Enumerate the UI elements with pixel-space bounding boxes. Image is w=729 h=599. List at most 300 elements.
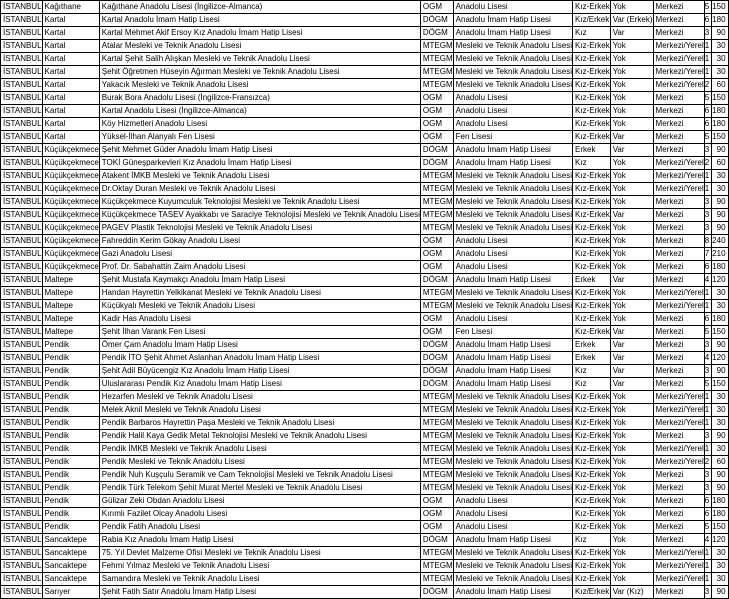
cell-directorate: OGM <box>420 313 453 326</box>
cell-gender: Kız-Erkek <box>573 326 611 339</box>
cell-directorate: DÖGM <box>420 27 453 40</box>
cell-placement: Merkezi <box>653 118 704 131</box>
cell-dormitory: Yok <box>610 92 653 105</box>
cell-dormitory: Yok <box>610 118 653 131</box>
cell-district: Sancaktepe <box>42 534 99 547</box>
cell-province: İSTANBUL <box>1 79 43 92</box>
cell-dormitory: Var <box>610 365 653 378</box>
cell-class-count: 1 <box>704 391 711 404</box>
table-row <box>1 573 729 586</box>
cell-district: Küçükçekmece <box>42 261 99 274</box>
cell-province: İSTANBUL <box>1 469 43 482</box>
cell-dormitory: Yok <box>610 469 653 482</box>
cell-school-type: Mesleki ve Teknik Anadolu Lisesi <box>453 391 572 404</box>
cell-school-name: Şehit Mehmet Güder Anadolu İmam Hatip Lisesi <box>99 144 420 157</box>
cell-school-type: Anadolu Lisesi <box>453 1 572 14</box>
cell-province: İSTANBUL <box>1 131 43 144</box>
cell-quota: 150 <box>712 131 728 144</box>
cell-district: Kartal <box>42 40 99 53</box>
cell-province: İSTANBUL <box>1 417 43 430</box>
cell-school-name: Pendik Türk Telekom Şehit Murat Mertel Mesleki ve Teknik Anadolu Lisesi <box>99 482 420 495</box>
table-row <box>1 27 729 40</box>
cell-placement: Merkezi/Yerel <box>653 170 704 183</box>
cell-directorate: OGM <box>420 92 453 105</box>
cell-school-name: Pendik Barbaros Hayrettin Paşa Mesleki ve Teknik Anadolu Lisesi <box>99 417 420 430</box>
cell-school-type: Anadolu Lisesi <box>453 495 572 508</box>
cell-district: Küçükçekmece <box>42 209 99 222</box>
cell-directorate: MTEGM <box>420 547 453 560</box>
cell-class-count: 1 <box>704 170 711 183</box>
cell-district: Pendik <box>42 404 99 417</box>
cell-district: Kartal <box>42 53 99 66</box>
cell-quota: 180 <box>712 14 728 27</box>
table-row <box>1 105 729 118</box>
cell-quota: 30 <box>712 417 728 430</box>
cell-gender: Kız-Erkek <box>573 92 611 105</box>
cell-dormitory: Yok <box>610 222 653 235</box>
cell-placement: Merkezi/Yerel <box>653 79 704 92</box>
table-row <box>1 66 729 79</box>
cell-directorate: OGM <box>420 495 453 508</box>
cell-district: Pendik <box>42 365 99 378</box>
cell-province: İSTANBUL <box>1 183 43 196</box>
cell-gender: Kız <box>573 534 611 547</box>
cell-class-count: 3 <box>704 27 711 40</box>
cell-province: İSTANBUL <box>1 27 43 40</box>
cell-school-type: Mesleki ve Teknik Anadolu Lisesi <box>453 287 572 300</box>
cell-province: İSTANBUL <box>1 352 43 365</box>
cell-dormitory: Yok <box>610 547 653 560</box>
cell-gender: Kız-Erkek <box>573 105 611 118</box>
cell-directorate: MTEGM <box>420 573 453 586</box>
cell-school-type: Anadolu Lisesi <box>453 521 572 534</box>
cell-directorate: DÖGM <box>420 534 453 547</box>
cell-province: İSTANBUL <box>1 326 43 339</box>
cell-school-name: Fehmi Yılmaz Mesleki ve Teknik Anadolu Lisesi <box>99 560 420 573</box>
cell-class-count: 4 <box>704 274 711 287</box>
cell-directorate: MTEGM <box>420 560 453 573</box>
cell-gender: Kız-Erkek <box>573 508 611 521</box>
cell-placement: Merkezi/Yerel <box>653 183 704 196</box>
cell-quota: 90 <box>712 586 728 599</box>
cell-district: Kartal <box>42 105 99 118</box>
table-row <box>1 508 729 521</box>
cell-province: İSTANBUL <box>1 404 43 417</box>
cell-dormitory: Yok <box>610 248 653 261</box>
cell-placement: Merkezi/Yerel <box>653 417 704 430</box>
cell-dormitory: Yok <box>610 170 653 183</box>
cell-dormitory: Yok <box>610 157 653 170</box>
table-row <box>1 443 729 456</box>
cell-quota: 60 <box>712 157 728 170</box>
cell-placement: Merkezi <box>653 222 704 235</box>
cell-district: Kağıthane <box>42 1 99 14</box>
cell-quota: 240 <box>712 235 728 248</box>
cell-school-name: Pendik Mesleki ve Teknik Anadolu Lisesi <box>99 456 420 469</box>
cell-school-name: Küçükçekmece TASEV Ayakkabı ve Saraciye Teknolojisi Mesleki ve Teknik Anadolu Lisesi <box>99 209 420 222</box>
table-row <box>1 521 729 534</box>
cell-district: Pendik <box>42 443 99 456</box>
cell-class-count: 6 <box>704 495 711 508</box>
cell-dormitory: Var (Erkek) <box>610 14 653 27</box>
cell-school-type: Mesleki ve Teknik Anadolu Lisesi <box>453 196 572 209</box>
cell-directorate: OGM <box>420 521 453 534</box>
cell-gender: Kız-Erkek <box>573 495 611 508</box>
cell-province: İSTANBUL <box>1 235 43 248</box>
cell-quota: 210 <box>712 248 728 261</box>
table-row <box>1 40 729 53</box>
cell-district: Kartal <box>42 92 99 105</box>
cell-placement: Merkezi <box>653 144 704 157</box>
cell-placement: Merkezi/Yerel <box>653 391 704 404</box>
cell-dormitory: Yok <box>610 300 653 313</box>
cell-placement: Merkezi <box>653 378 704 391</box>
cell-quota: 60 <box>712 456 728 469</box>
cell-gender: Kız-Erkek <box>573 417 611 430</box>
cell-school-name: Rabia Kız Anadolu İmam Hatip Lisesi <box>99 534 420 547</box>
cell-dormitory: Yok <box>610 261 653 274</box>
cell-dormitory: Yok <box>610 534 653 547</box>
cell-quota: 90 <box>712 27 728 40</box>
cell-gender: Erkek <box>573 144 611 157</box>
cell-school-name: Köy Hizmetleri Anadolu Lisesi <box>99 118 420 131</box>
cell-directorate: MTEGM <box>420 469 453 482</box>
cell-school-name: Uluslararası Pendik Kız Anadolu İmam Hatip Lisesi <box>99 378 420 391</box>
cell-dormitory: Yok <box>610 430 653 443</box>
cell-dormitory: Var <box>610 144 653 157</box>
cell-school-name: Yakacık Mesleki ve Teknik Anadolu Lisesi <box>99 79 420 92</box>
cell-province: İSTANBUL <box>1 40 43 53</box>
cell-placement: Merkezi <box>653 27 704 40</box>
cell-quota: 30 <box>712 404 728 417</box>
cell-directorate: OGM <box>420 326 453 339</box>
cell-district: Pendik <box>42 508 99 521</box>
cell-district: Pendik <box>42 521 99 534</box>
cell-school-type: Mesleki ve Teknik Anadolu Lisesi <box>453 66 572 79</box>
cell-school-name: Burak Bora Anadolu Lisesi (İngilizce-Fransızca) <box>99 92 420 105</box>
cell-school-type: Anadolu Lisesi <box>453 92 572 105</box>
cell-province: İSTANBUL <box>1 313 43 326</box>
cell-province: İSTANBUL <box>1 534 43 547</box>
cell-directorate: DÖGM <box>420 339 453 352</box>
cell-class-count: 1 <box>704 547 711 560</box>
cell-school-name: Yüksel-İlhan Alanyalı Fen Lisesi <box>99 131 420 144</box>
table-row <box>1 118 729 131</box>
cell-quota: 120 <box>712 534 728 547</box>
table-row <box>1 131 729 144</box>
cell-class-count: 3 <box>704 196 711 209</box>
cell-school-name: Kartal Şehit Salih Alışkan Mesleki ve Teknik Anadolu Lisesi <box>99 53 420 66</box>
cell-quota: 180 <box>712 261 728 274</box>
cell-school-name: Şehit Fatih Satır Anadolu İmam Hatip Lisesi <box>99 586 420 599</box>
cell-directorate: MTEGM <box>420 222 453 235</box>
cell-school-name: Kartal Anadolu Lisesi (İngilizce-Almanca) <box>99 105 420 118</box>
cell-gender: Erkek <box>573 274 611 287</box>
table-row <box>1 456 729 469</box>
cell-class-count: 5 <box>704 92 711 105</box>
table-row <box>1 430 729 443</box>
cell-class-count: 3 <box>704 339 711 352</box>
cell-province: İSTANBUL <box>1 66 43 79</box>
cell-district: Maltepe <box>42 300 99 313</box>
cell-gender: Kız-Erkek <box>573 40 611 53</box>
cell-province: İSTANBUL <box>1 14 43 27</box>
cell-dormitory: Var (Kız) <box>610 586 653 599</box>
cell-directorate: MTEGM <box>420 196 453 209</box>
cell-gender: Kız-Erkek <box>573 313 611 326</box>
cell-province: İSTANBUL <box>1 248 43 261</box>
cell-placement: Merkezi <box>653 521 704 534</box>
table-row <box>1 14 729 27</box>
cell-school-name: Şehit Adil Büyücengiz Kız Anadolu İmam Hatip Lisesi <box>99 365 420 378</box>
cell-dormitory: Yok <box>610 521 653 534</box>
cell-class-count: 1 <box>704 443 711 456</box>
cell-quota: 30 <box>712 183 728 196</box>
cell-class-count: 2 <box>704 157 711 170</box>
cell-directorate: OGM <box>420 105 453 118</box>
cell-school-type: Mesleki ve Teknik Anadolu Lisesi <box>453 404 572 417</box>
cell-school-type: Mesleki ve Teknik Anadolu Lisesi <box>453 79 572 92</box>
cell-directorate: DÖGM <box>420 378 453 391</box>
cell-placement: Merkezi <box>653 326 704 339</box>
table-row <box>1 261 729 274</box>
cell-province: İSTANBUL <box>1 261 43 274</box>
table-row <box>1 339 729 352</box>
cell-quota: 30 <box>712 53 728 66</box>
cell-province: İSTANBUL <box>1 443 43 456</box>
cell-school-type: Mesleki ve Teknik Anadolu Lisesi <box>453 443 572 456</box>
cell-quota: 30 <box>712 391 728 404</box>
cell-district: Küçükçekmece <box>42 248 99 261</box>
cell-directorate: DÖGM <box>420 586 453 599</box>
cell-directorate: MTEGM <box>420 79 453 92</box>
cell-district: Kartal <box>42 131 99 144</box>
cell-gender: Kız-Erkek <box>573 209 611 222</box>
cell-gender: Kız-Erkek <box>573 66 611 79</box>
cell-gender: Kız-Erkek <box>573 248 611 261</box>
cell-school-name: Gazi Anadolu Lisesi <box>99 248 420 261</box>
cell-school-type: Mesleki ve Teknik Anadolu Lisesi <box>453 222 572 235</box>
cell-province: İSTANBUL <box>1 118 43 131</box>
cell-gender: Kız-Erkek <box>573 482 611 495</box>
cell-gender: Kız-Erkek <box>573 53 611 66</box>
cell-quota: 30 <box>712 170 728 183</box>
cell-province: İSTANBUL <box>1 365 43 378</box>
cell-school-type: Anadolu İmam Hatip Lisesi <box>453 586 572 599</box>
cell-class-count: 1 <box>704 287 711 300</box>
cell-placement: Merkezi <box>653 495 704 508</box>
table-row <box>1 534 729 547</box>
cell-dormitory: Yok <box>610 495 653 508</box>
cell-school-name: Handan Hayrettin Yelkikanat Mesleki ve Teknik Anadolu Lisesi <box>99 287 420 300</box>
cell-class-count: 8 <box>704 235 711 248</box>
cell-school-type: Anadolu Lisesi <box>453 508 572 521</box>
cell-gender: Kız-Erkek <box>573 79 611 92</box>
cell-directorate: OGM <box>420 131 453 144</box>
cell-placement: Merkezi/Yerel <box>653 40 704 53</box>
cell-class-count: 5 <box>704 378 711 391</box>
cell-school-type: Mesleki ve Teknik Anadolu Lisesi <box>453 456 572 469</box>
cell-quota: 30 <box>712 443 728 456</box>
cell-quota: 30 <box>712 287 728 300</box>
cell-school-name: Kağıthane Anadolu Lisesi (İngilizce-Almanca) <box>99 1 420 14</box>
cell-province: İSTANBUL <box>1 521 43 534</box>
cell-placement: Merkezi <box>653 469 704 482</box>
cell-gender: Kız-Erkek <box>573 547 611 560</box>
cell-province: İSTANBUL <box>1 430 43 443</box>
cell-class-count: 1 <box>704 53 711 66</box>
cell-placement: Merkezi/Yerel <box>653 560 704 573</box>
cell-class-count: 5 <box>704 326 711 339</box>
cell-quota: 150 <box>712 326 728 339</box>
cell-class-count: 3 <box>704 144 711 157</box>
cell-gender: Kız/Erkek <box>573 586 611 599</box>
cell-school-type: Anadolu İmam Hatip Lisesi <box>453 352 572 365</box>
cell-school-type: Anadolu İmam Hatip Lisesi <box>453 27 572 40</box>
cell-school-name: Pendik İMKB Mesleki ve Teknik Anadolu Lisesi <box>99 443 420 456</box>
table-row <box>1 547 729 560</box>
cell-district: Pendik <box>42 339 99 352</box>
cell-placement: Merkezi <box>653 105 704 118</box>
cell-class-count: 6 <box>704 105 711 118</box>
cell-directorate: DÖGM <box>420 365 453 378</box>
cell-district: Sancaktepe <box>42 560 99 573</box>
table-row <box>1 92 729 105</box>
cell-province: İSTANBUL <box>1 456 43 469</box>
cell-province: İSTANBUL <box>1 53 43 66</box>
cell-school-type: Anadolu İmam Hatip Lisesi <box>453 365 572 378</box>
cell-school-type: Mesleki ve Teknik Anadolu Lisesi <box>453 482 572 495</box>
cell-gender: Kız <box>573 27 611 40</box>
cell-placement: Merkezi <box>653 274 704 287</box>
cell-dormitory: Var <box>610 274 653 287</box>
cell-district: Kartal <box>42 27 99 40</box>
table-row <box>1 365 729 378</box>
cell-district: Sancaktepe <box>42 547 99 560</box>
cell-gender: Kız-Erkek <box>573 183 611 196</box>
cell-quota: 60 <box>712 79 728 92</box>
cell-school-type: Mesleki ve Teknik Anadolu Lisesi <box>453 209 572 222</box>
cell-school-type: Anadolu Lisesi <box>453 261 572 274</box>
cell-placement: Merkezi <box>653 248 704 261</box>
cell-district: Pendik <box>42 456 99 469</box>
cell-gender: Kız <box>573 157 611 170</box>
cell-class-count: 3 <box>704 365 711 378</box>
cell-province: İSTANBUL <box>1 300 43 313</box>
cell-quota: 90 <box>712 469 728 482</box>
cell-directorate: DÖGM <box>420 144 453 157</box>
cell-quota: 180 <box>712 105 728 118</box>
cell-district: Küçükçekmece <box>42 170 99 183</box>
cell-school-name: Küçükyalı Mesleki ve Teknik Anadolu Lisesi <box>99 300 420 313</box>
cell-district: Pendik <box>42 430 99 443</box>
cell-gender: Kız-Erkek <box>573 1 611 14</box>
cell-province: İSTANBUL <box>1 209 43 222</box>
cell-quota: 90 <box>712 144 728 157</box>
cell-placement: Merkezi <box>653 92 704 105</box>
cell-school-type: Mesleki ve Teknik Anadolu Lisesi <box>453 573 572 586</box>
cell-district: Pendik <box>42 391 99 404</box>
cell-directorate: OGM <box>420 235 453 248</box>
cell-school-type: Mesleki ve Teknik Anadolu Lisesi <box>453 430 572 443</box>
cell-school-type: Anadolu İmam Hatip Lisesi <box>453 157 572 170</box>
cell-directorate: DÖGM <box>420 352 453 365</box>
cell-placement: Merkezi/Yerel <box>653 573 704 586</box>
cell-placement: Merkezi <box>653 235 704 248</box>
cell-quota: 90 <box>712 339 728 352</box>
cell-school-type: Mesleki ve Teknik Anadolu Lisesi <box>453 547 572 560</box>
cell-school-type: Fen Lisesi <box>453 326 572 339</box>
cell-placement: Merkezi/Yerel <box>653 547 704 560</box>
cell-quota: 30 <box>712 300 728 313</box>
cell-district: Kartal <box>42 14 99 27</box>
cell-school-name: Hezarfen Mesleki ve Teknik Anadolu Lisesi <box>99 391 420 404</box>
cell-quota: 30 <box>712 40 728 53</box>
cell-quota: 90 <box>712 209 728 222</box>
table-row <box>1 586 729 599</box>
cell-gender: Kız <box>573 365 611 378</box>
cell-school-type: Anadolu İmam Hatip Lisesi <box>453 274 572 287</box>
cell-class-count: 7 <box>704 248 711 261</box>
table-row <box>1 404 729 417</box>
cell-school-name: Pendik İTO Şehit Ahmet Aslanhan Anadolu İmam Hatip Lisesi <box>99 352 420 365</box>
cell-district: Sancaktepe <box>42 573 99 586</box>
cell-school-type: Anadolu İmam Hatip Lisesi <box>453 378 572 391</box>
table-row <box>1 391 729 404</box>
cell-school-type: Anadolu Lisesi <box>453 313 572 326</box>
cell-dormitory: Var <box>610 209 653 222</box>
cell-school-name: Gülizar Zeki Obdan Anadolu Lisesi <box>99 495 420 508</box>
cell-gender: Kız-Erkek <box>573 170 611 183</box>
cell-class-count: 6 <box>704 118 711 131</box>
cell-school-name: Fahreddin Kerim Gökay Anadolu Lisesi <box>99 235 420 248</box>
cell-dormitory: Yok <box>610 105 653 118</box>
cell-class-count: 3 <box>704 430 711 443</box>
cell-gender: Kız-Erkek <box>573 560 611 573</box>
cell-district: Küçükçekmece <box>42 222 99 235</box>
cell-gender: Kız-Erkek <box>573 300 611 313</box>
cell-class-count: 5 <box>704 521 711 534</box>
cell-directorate: MTEGM <box>420 430 453 443</box>
cell-quota: 180 <box>712 118 728 131</box>
cell-placement: Merkezi <box>653 352 704 365</box>
cell-school-type: Mesleki ve Teknik Anadolu Lisesi <box>453 300 572 313</box>
cell-gender: Kız-Erkek <box>573 573 611 586</box>
cell-school-type: Mesleki ve Teknik Anadolu Lisesi <box>453 469 572 482</box>
cell-class-count: 6 <box>704 261 711 274</box>
cell-district: Küçükçekmece <box>42 157 99 170</box>
table-row <box>1 482 729 495</box>
cell-district: Pendik <box>42 482 99 495</box>
cell-dormitory: Var <box>610 326 653 339</box>
cell-district: Pendik <box>42 469 99 482</box>
cell-gender: Kız-Erkek <box>573 261 611 274</box>
cell-placement: Merkezi <box>653 365 704 378</box>
table-row <box>1 560 729 573</box>
table-row <box>1 300 729 313</box>
cell-school-name: Pendik Nuh Kuşçulu Seramik ve Cam Teknolojisi Mesleki ve Teknik Anadolu Lisesi <box>99 469 420 482</box>
cell-district: Kartal <box>42 118 99 131</box>
cell-dormitory: Var <box>610 378 653 391</box>
cell-class-count: 2 <box>704 79 711 92</box>
cell-gender: Kız-Erkek <box>573 469 611 482</box>
cell-province: İSTANBUL <box>1 274 43 287</box>
table-row <box>1 313 729 326</box>
cell-gender: Kız-Erkek <box>573 443 611 456</box>
cell-quota: 120 <box>712 274 728 287</box>
cell-province: İSTANBUL <box>1 586 43 599</box>
cell-district: Küçükçekmece <box>42 183 99 196</box>
